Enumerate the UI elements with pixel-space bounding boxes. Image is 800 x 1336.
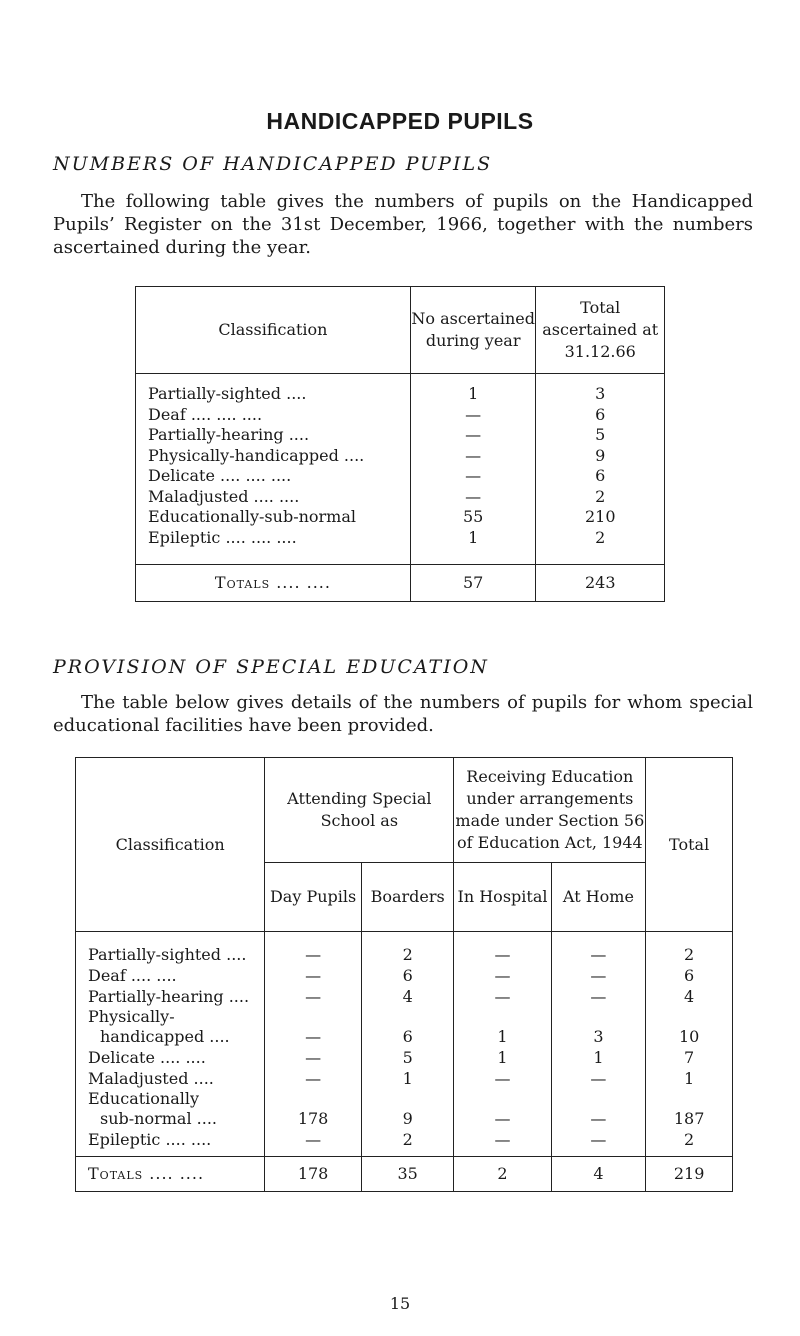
cell-in-hospital: 1 xyxy=(454,1047,551,1068)
table-row xyxy=(136,425,665,446)
col-header-total-ascertained: Total ascertained at 31.12.66 xyxy=(536,287,665,374)
totals-at-home: 4 xyxy=(551,1157,646,1192)
totals-label: Totals .... .... xyxy=(76,1157,265,1192)
table-row xyxy=(76,986,733,1007)
row-label: Partially-sighted .... xyxy=(136,374,411,405)
cell-in-hospital: — xyxy=(454,965,551,986)
row-label: Epileptic .... .... .... xyxy=(136,528,411,565)
row-label: Partially-hearing .... xyxy=(76,986,265,1007)
totals-row xyxy=(76,1157,733,1192)
cell-total: 4 xyxy=(684,987,695,1006)
cell-during-year: 1 xyxy=(410,374,536,405)
col-header-day-pupils: Day Pupils xyxy=(265,863,362,932)
section-heading-provision: PROVISION OF SPECIAL EDUCATION xyxy=(53,656,489,678)
table-row xyxy=(76,965,733,986)
cell-boarders: 6 xyxy=(361,1007,453,1047)
cell-total: 6 xyxy=(595,466,606,486)
table-row xyxy=(136,405,665,426)
cell-total: 187 xyxy=(673,1109,705,1128)
table-row xyxy=(76,1089,733,1129)
cell-total: 5 xyxy=(595,425,606,445)
intro-paragraph-provision: The table below gives details of the numbers of pupils for whom special educational facilities have been provided. xyxy=(53,692,753,736)
row-label: Delicate .... .... xyxy=(76,1047,265,1068)
cell-boarders: 6 xyxy=(361,965,453,986)
table-row xyxy=(136,446,665,467)
totals-label: Totals .... .... xyxy=(136,565,411,602)
page-number: 15 xyxy=(389,1294,411,1313)
table-row xyxy=(136,466,665,487)
table-row xyxy=(76,1007,733,1047)
cell-boarders: 9 xyxy=(361,1089,453,1129)
special-education-provision-table xyxy=(75,757,733,1192)
cell-at-home: — xyxy=(551,932,646,966)
col-header-in-hospital: In Hospital xyxy=(454,863,551,932)
totals-day-pupils: 178 xyxy=(265,1157,362,1192)
totals-total: 219 xyxy=(646,1157,733,1192)
cell-day-pupils: — xyxy=(265,1007,362,1047)
cell-at-home: — xyxy=(551,1068,646,1089)
totals-during-year: 57 xyxy=(410,565,536,602)
col-header-total: Total xyxy=(646,758,733,932)
row-label: Educationally-sub-normal xyxy=(136,507,411,528)
cell-day-pupils: — xyxy=(265,1068,362,1089)
table-row xyxy=(136,507,665,528)
handicapped-pupils-register-table xyxy=(135,286,665,602)
cell-total: 6 xyxy=(595,404,606,424)
cell-in-hospital: 1 xyxy=(454,1007,551,1047)
row-label xyxy=(76,1007,265,1047)
row-label: Maladjusted .... xyxy=(76,1068,265,1089)
cell-at-home: 3 xyxy=(551,1007,646,1047)
cell-total: 2 xyxy=(684,945,695,964)
cell-in-hospital: — xyxy=(454,1068,551,1089)
cell-total: 2 xyxy=(684,1130,695,1149)
cell-day-pupils: — xyxy=(265,1129,362,1157)
row-label xyxy=(76,1089,265,1129)
cell-total: 1 xyxy=(684,1069,695,1088)
totals-boarders: 35 xyxy=(361,1157,453,1192)
cell-during-year: 1 xyxy=(410,528,536,565)
cell-total: 10 xyxy=(678,1027,700,1046)
table-row xyxy=(136,528,665,565)
cell-in-hospital: — xyxy=(454,1089,551,1129)
col-header-classification: Classification xyxy=(76,758,265,932)
table-row xyxy=(136,374,665,405)
totals-in-hospital: 2 xyxy=(454,1157,551,1192)
cell-day-pupils: — xyxy=(265,965,362,986)
table-row xyxy=(76,1068,733,1089)
row-label: Partially-sighted .... xyxy=(76,932,265,966)
row-label: Physically-handicapped .... xyxy=(136,446,411,467)
cell-during-year: — xyxy=(410,466,536,487)
cell-day-pupils: 178 xyxy=(265,1089,362,1129)
row-label: Epileptic .... .... xyxy=(76,1129,265,1157)
cell-total: 2 xyxy=(595,486,606,506)
cell-in-hospital: — xyxy=(454,1129,551,1157)
cell-during-year: 55 xyxy=(410,507,536,528)
table-row xyxy=(76,1129,733,1157)
col-header-receiving-education: Receiving Education under arrangements made under Section 56 of Education Act, 1944 xyxy=(454,758,646,863)
col-header-attending-special-school: Attending Special School as xyxy=(265,758,454,863)
col-header-classification: Classification xyxy=(136,287,411,374)
cell-day-pupils: — xyxy=(265,932,362,966)
cell-boarders: 5 xyxy=(361,1047,453,1068)
totals-row xyxy=(136,565,665,602)
page-title: HANDICAPPED PUPILS xyxy=(266,108,534,134)
cell-at-home: 1 xyxy=(551,1047,646,1068)
cell-boarders: 2 xyxy=(361,1129,453,1157)
cell-during-year: — xyxy=(410,425,536,446)
row-label-line2: handicapped .... xyxy=(100,1027,230,1046)
section-heading-numbers: NUMBERS OF HANDICAPPED PUPILS xyxy=(53,153,493,175)
col-header-boarders: Boarders xyxy=(361,863,453,932)
cell-day-pupils: — xyxy=(265,986,362,1007)
cell-total: 3 xyxy=(595,384,606,404)
row-label: Deaf .... .... .... xyxy=(136,405,411,426)
table-row xyxy=(76,1047,733,1068)
totals-total: 243 xyxy=(536,565,665,602)
cell-at-home: — xyxy=(551,1089,646,1129)
cell-boarders: 1 xyxy=(361,1068,453,1089)
cell-during-year: — xyxy=(410,487,536,508)
cell-in-hospital: — xyxy=(454,932,551,966)
row-label-line1: Physically- xyxy=(88,1007,175,1026)
cell-total: 7 xyxy=(684,1048,695,1067)
intro-paragraph-numbers: The following table gives the numbers of pupils on the Handicapped Pupils’ Register on the 31st December, 1966, together with the numbers ascertained during the year. xyxy=(53,191,753,258)
cell-total: 210 xyxy=(584,507,616,527)
row-label: Partially-hearing .... xyxy=(136,425,411,446)
cell-in-hospital: — xyxy=(454,986,551,1007)
cell-at-home: — xyxy=(551,965,646,986)
cell-total: 6 xyxy=(684,966,695,985)
cell-at-home: — xyxy=(551,986,646,1007)
cell-at-home: — xyxy=(551,1129,646,1157)
cell-boarders: 2 xyxy=(361,932,453,966)
cell-during-year: — xyxy=(410,446,536,467)
cell-boarders: 4 xyxy=(361,986,453,1007)
row-label: Deaf .... .... xyxy=(76,965,265,986)
row-label-line1: Educationally xyxy=(88,1089,200,1108)
cell-day-pupils: — xyxy=(265,1047,362,1068)
col-header-at-home: At Home xyxy=(551,863,646,932)
row-label-line2: sub-normal .... xyxy=(100,1109,218,1128)
row-label: Maladjusted .... .... xyxy=(136,487,411,508)
table-row xyxy=(76,932,733,966)
table-row xyxy=(136,487,665,508)
cell-total: 2 xyxy=(595,527,606,547)
cell-total: 9 xyxy=(595,445,606,465)
col-header-during-year: No ascertained during year xyxy=(410,287,536,374)
cell-during-year: — xyxy=(410,405,536,426)
row-label: Delicate .... .... .... xyxy=(136,466,411,487)
